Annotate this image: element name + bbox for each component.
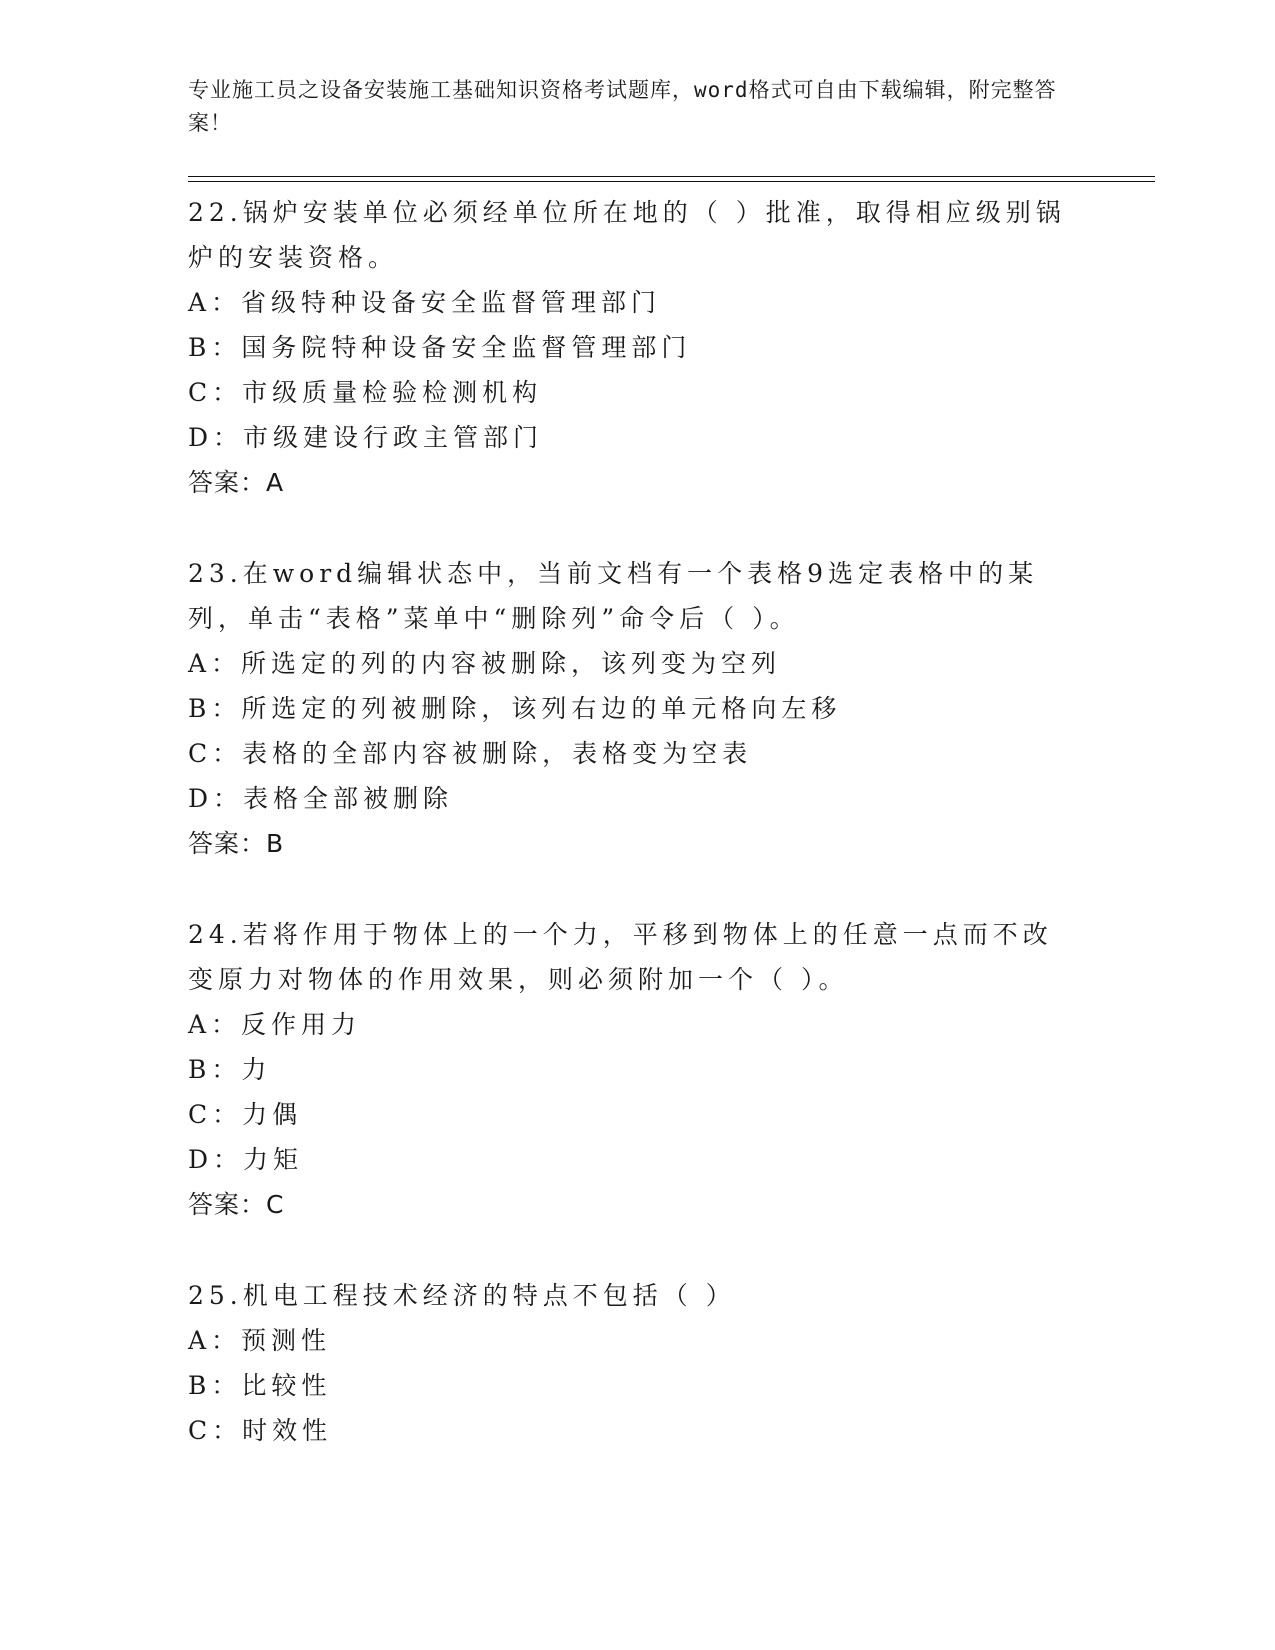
question-25 [188,1273,1088,1453]
question-text: 25.机电工程技术经济的特点不包括（ ） [188,1281,736,1310]
question-list [188,190,1088,1499]
option-a: A：省级特种设备安全监督管理部门 [188,288,662,317]
header-divider-bottom [188,181,1155,182]
question-22 [188,190,1088,505]
option-b: B：所选定的列被删除，该列右边的单元格向左移 [188,694,842,723]
option-d: D：力矩 [188,1145,304,1174]
option-b: B：比较性 [188,1371,332,1400]
option-a: A：所选定的列的内容被删除，该列变为空列 [188,649,782,678]
answer-line: 答案：A [188,468,285,497]
option-c: C：市级质量检验检测机构 [188,378,543,407]
option-b: B：力 [188,1055,272,1084]
question-23 [188,551,1088,866]
question-24 [188,912,1088,1227]
option-d: D：市级建设行政主管部门 [188,423,544,452]
option-a: A：反作用力 [188,1010,362,1039]
document-header: 专业施工员之设备安装施工基础知识资格考试题库，word格式可自由下载编辑，附完整答案！ [188,78,1057,135]
question-text: 23.在word编辑状态中，当前文档有一个表格9选定表格中的某列，单击“表格”菜单中“删除列”命令后（ ）。 [188,559,1039,633]
option-c: C：时效性 [188,1416,333,1445]
option-a: A：预测性 [188,1326,332,1355]
question-text: 22.锅炉安装单位必须经单位所在地的（ ）批准，取得相应级别锅炉的安装资格。 [188,198,1066,272]
option-b: B：国务院特种设备安全监督管理部门 [188,333,692,362]
header-divider-top [188,176,1155,177]
option-d: D：表格全部被删除 [188,784,454,813]
answer-line: 答案：C [188,1190,285,1219]
question-text: 24.若将作用于物体上的一个力，平移到物体上的任意一点而不改变原力对物体的作用效果，则必须附加一个（ ）。 [188,920,1053,994]
option-c: C：力偶 [188,1100,303,1129]
answer-line: 答案：B [188,829,285,858]
option-c: C：表格的全部内容被删除，表格变为空表 [188,739,753,768]
